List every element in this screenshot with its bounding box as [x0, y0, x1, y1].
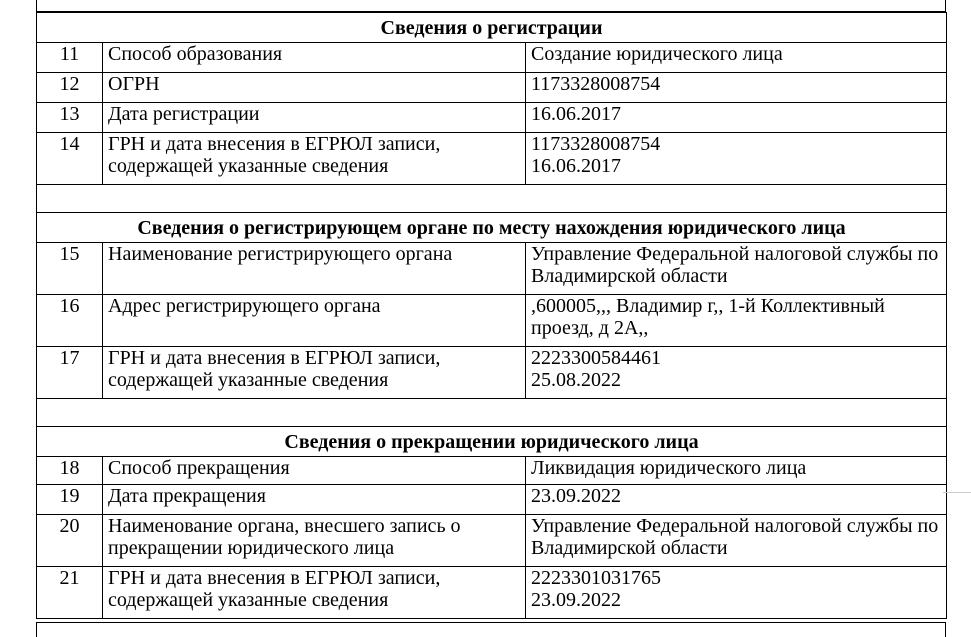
table-row: [37, 243, 947, 295]
table-row: [37, 73, 947, 103]
row-label: ГРН и дата внесения в ЕГРЮЛ записи, содержащей указанные сведения: [103, 133, 526, 185]
table-row: [37, 567, 947, 619]
row-number: 16: [37, 295, 103, 347]
grn-number: 2223300584461: [531, 347, 661, 369]
table-row: [37, 295, 947, 347]
table-row: [37, 103, 947, 133]
row-value: 1173328008754: [526, 73, 947, 103]
row-number: 17: [37, 347, 103, 399]
table-row: [37, 457, 947, 485]
row-label: Дата регистрации: [103, 103, 526, 133]
row-number: 12: [37, 73, 103, 103]
row-value: Ликвидация юридического лица: [526, 457, 947, 485]
row-label: Наименование регистрирующего органа: [103, 243, 526, 295]
row-label: Способ прекращения: [103, 457, 526, 485]
row-number: 11: [37, 43, 103, 73]
row-label: Дата прекращения: [103, 485, 526, 515]
section-spacer: [37, 185, 947, 213]
table-row: [37, 133, 947, 185]
row-number: 21: [37, 567, 103, 619]
egrul-table: [36, 12, 947, 619]
grn-date: 25.08.2022: [531, 369, 621, 391]
grn-date: 16.06.2017: [531, 155, 621, 177]
row-number: 14: [37, 133, 103, 185]
grn-number: 1173328008754: [531, 133, 661, 155]
row-number: 15: [37, 243, 103, 295]
row-number: 13: [37, 103, 103, 133]
row-value: Управление Федеральной налоговой службы по Владимирской области: [526, 243, 947, 295]
grn-date: 23.09.2022: [531, 589, 621, 611]
row-value: Создание юридического лица: [526, 43, 947, 73]
row-value: [526, 133, 947, 185]
row-number: 20: [37, 515, 103, 567]
row-value: Управление Федеральной налоговой службы по Владимирской области: [526, 515, 947, 567]
section-header-registration: [37, 13, 947, 43]
row-label: ОГРН: [103, 73, 526, 103]
table-row: [37, 43, 947, 73]
table-row: [37, 515, 947, 567]
section-title: Сведения о прекращении юридического лица: [37, 427, 947, 457]
row-label: ГРН и дата внесения в ЕГРЮЛ записи, содержащей указанные сведения: [103, 567, 526, 619]
row-number: 19: [37, 485, 103, 515]
row-label: Адрес регистрирующего органа: [103, 295, 526, 347]
table-row: [37, 347, 947, 399]
section-title: Сведения о регистрирующем органе по месту нахождения юридического лица: [37, 213, 947, 243]
grn-number: 2223301031765: [531, 567, 661, 589]
row-label: Способ образования: [103, 43, 526, 73]
row-number: 18: [37, 457, 103, 485]
section-header-termination: [37, 427, 947, 457]
row-value: [526, 567, 947, 619]
row-value: [526, 347, 947, 399]
egrul-extract: [36, 0, 946, 619]
row-value: 23.09.2022: [526, 485, 947, 515]
row-value: 16.06.2017: [526, 103, 947, 133]
table-row: [37, 485, 947, 515]
row-value: ,600005,,, Владимир г,, 1-й Коллективный проезд, д 2А,,: [526, 295, 947, 347]
next-section-edge: [36, 622, 946, 637]
page-edge-mark: [943, 492, 971, 493]
row-label: Наименование органа, внесшего запись о прекращении юридического лица: [103, 515, 526, 567]
section-spacer: [37, 399, 947, 427]
previous-section-edge: [36, 0, 946, 12]
row-label: ГРН и дата внесения в ЕГРЮЛ записи, содержащей указанные сведения: [103, 347, 526, 399]
section-title: Сведения о регистрации: [37, 13, 947, 43]
section-header-registering-authority: [37, 213, 947, 243]
